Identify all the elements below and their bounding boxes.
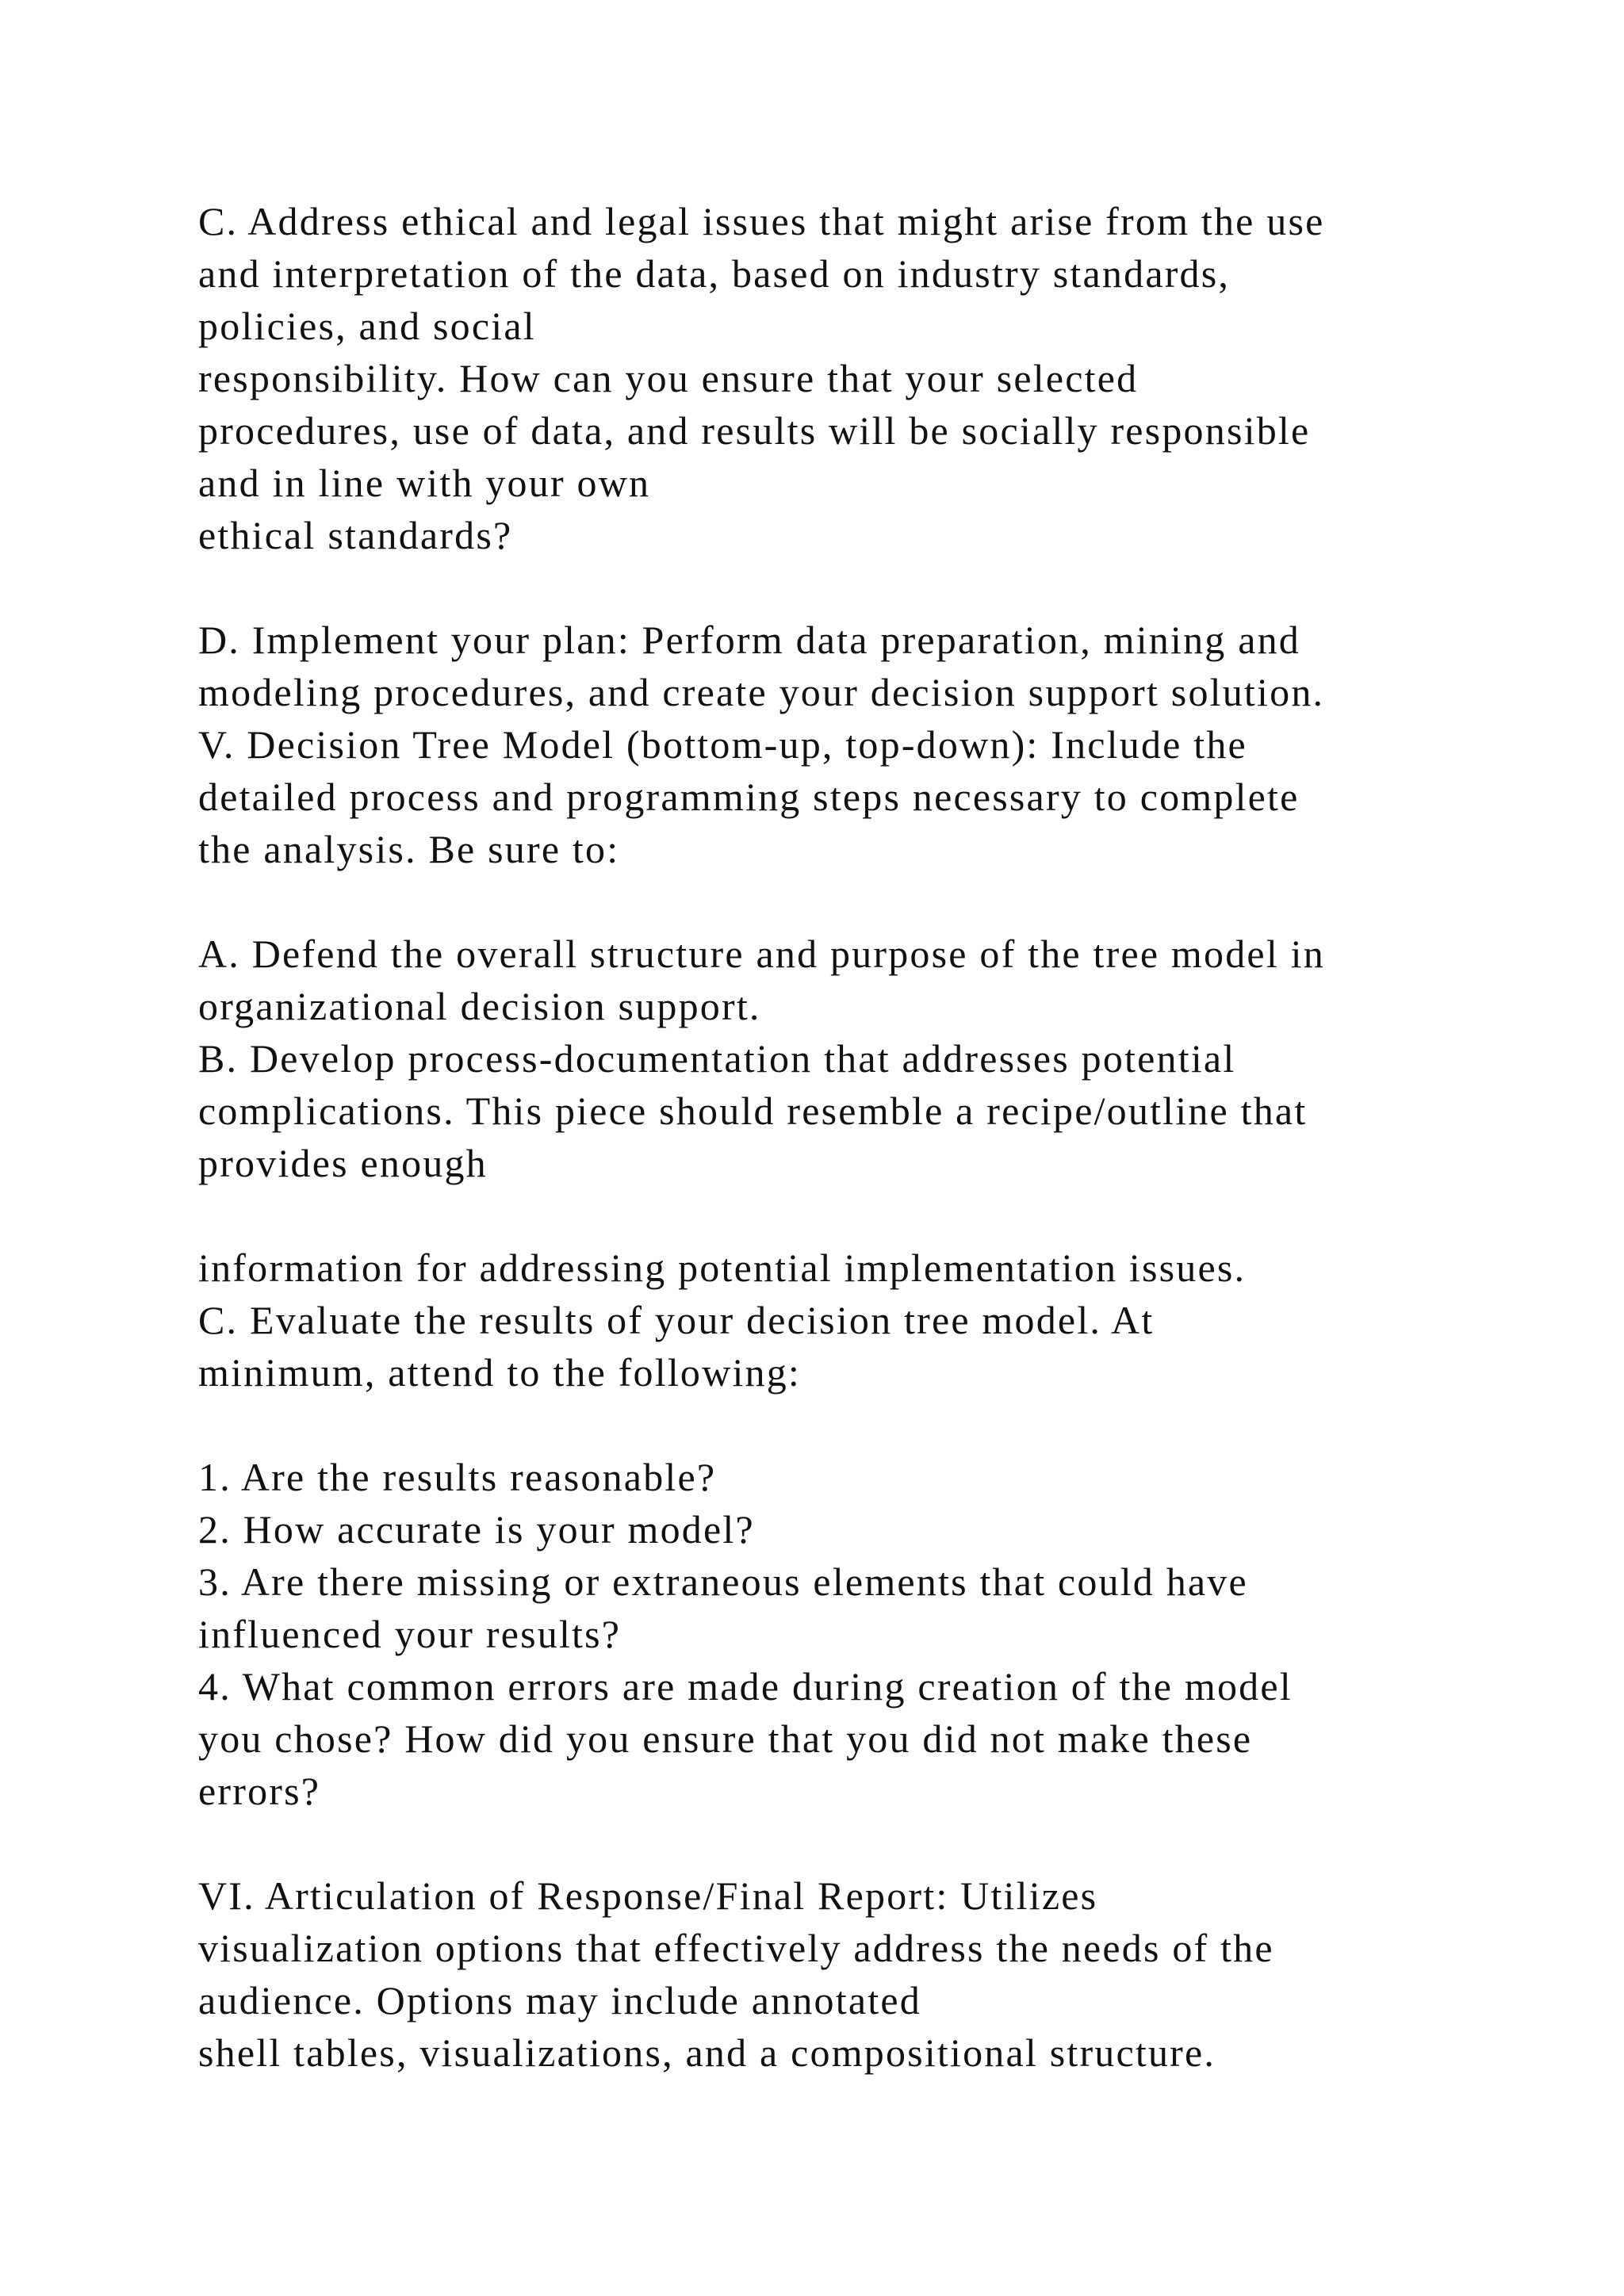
blank-line: [198, 875, 1515, 928]
list-item-continuation: errors?: [198, 1769, 321, 1813]
blank-line: [198, 1399, 1515, 1451]
list-item: 4. What common errors are made during creation of the model: [198, 1664, 1293, 1709]
text-line: the analysis. Be sure to:: [198, 827, 620, 871]
text-line: responsibility. How can you ensure that your selected: [198, 356, 1139, 400]
text-line: and in line with your own: [198, 461, 651, 505]
text-line: information for addressing potential implementation issues.: [198, 1246, 1247, 1290]
list-item: 2. How accurate is your model?: [198, 1507, 755, 1552]
list-item-continuation: influenced your results?: [198, 1612, 622, 1656]
text-line: procedures, use of data, and results will be socially responsible: [198, 408, 1311, 453]
text-line: audience. Options may include annotated: [198, 1978, 921, 2022]
text-line: VI. Articulation of Response/Final Report: Utilizes: [198, 1873, 1098, 1918]
blank-line: [198, 1817, 1515, 1869]
text-line: policies, and social: [198, 304, 536, 348]
text-line: shell tables, visualizations, and a compositional structure.: [198, 2030, 1216, 2075]
text-line: C. Evaluate the results of your decision tree model. At: [198, 1298, 1155, 1342]
text-line: V. Decision Tree Model (bottom-up, top-down): Include the: [198, 722, 1247, 767]
text-line: visualization options that effectively address the needs of the: [198, 1926, 1274, 1970]
text-line: B. Develop process-documentation that addresses potential: [198, 1036, 1236, 1081]
list-item: 1. Are the results reasonable?: [198, 1455, 717, 1499]
text-line: D. Implement your plan: Perform data preparation, mining and: [198, 618, 1300, 662]
text-line: minimum, attend to the following:: [198, 1350, 802, 1395]
text-line: C. Address ethical and legal issues that might arise from the use: [198, 199, 1325, 243]
text-line: provides enough: [198, 1141, 488, 1185]
blank-line: [198, 561, 1515, 614]
document-body: [198, 195, 1515, 2079]
text-line: organizational decision support.: [198, 984, 761, 1028]
text-line: A. Defend the overall structure and purpose of the tree model in: [198, 932, 1325, 976]
text-line: complications. This piece should resemble a recipe/outline that: [198, 1089, 1308, 1133]
text-line: ethical standards?: [198, 513, 513, 557]
list-item-continuation: you chose? How did you ensure that you did not make these: [198, 1716, 1253, 1761]
text-line: detailed process and programming steps necessary to complete: [198, 775, 1300, 819]
list-item: 3. Are there missing or extraneous elements that could have: [198, 1559, 1248, 1604]
blank-line: [198, 1189, 1515, 1242]
text-line: modeling procedures, and create your decision support solution.: [198, 670, 1325, 714]
text-line: and interpretation of the data, based on industry standards,: [198, 251, 1231, 296]
